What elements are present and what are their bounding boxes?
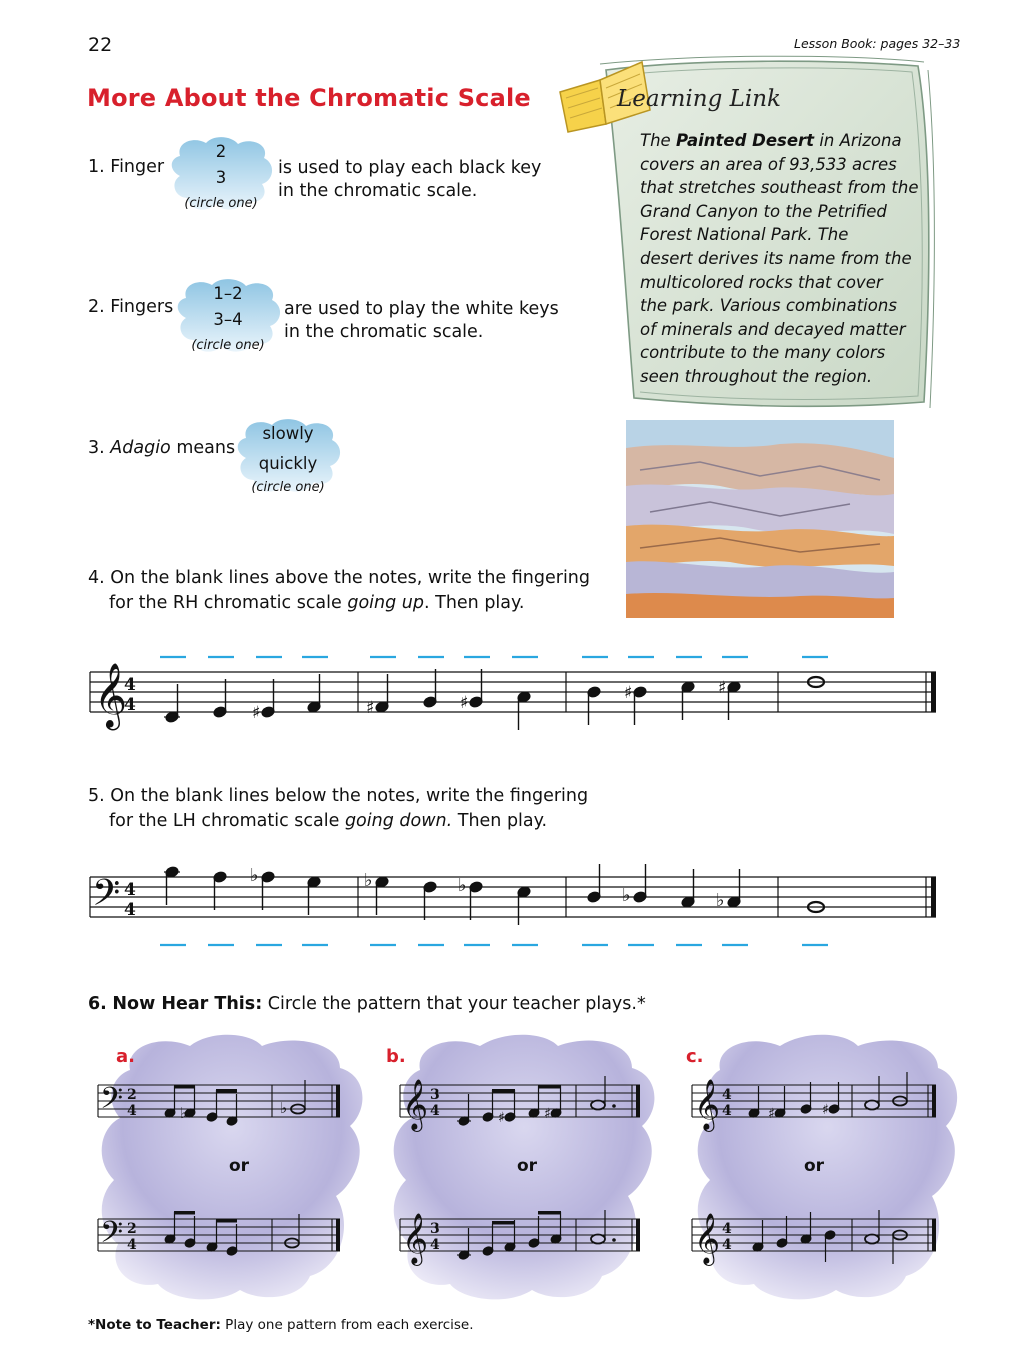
exercise-number: 6.: [88, 994, 107, 1014]
exercise-4-emphasis: going up: [347, 593, 424, 613]
svg-text:♭: ♭: [364, 870, 373, 891]
learning-link-line: covers an area of 93,533 acres: [640, 154, 897, 174]
exercise-number: 5.: [88, 786, 105, 806]
option-1-2[interactable]: 1–2: [213, 284, 243, 303]
svg-text:4: 4: [124, 695, 136, 715]
svg-text:4: 4: [722, 1087, 732, 1103]
learning-link-body: [640, 129, 920, 389]
svg-text:4: 4: [722, 1103, 732, 1119]
svg-text:♭: ♭: [622, 885, 631, 906]
learning-link-line: multicolored rocks that cover: [640, 272, 883, 292]
svg-text:4: 4: [124, 880, 136, 900]
teacher-footnote: [88, 1317, 474, 1333]
pattern-label-b: b.: [386, 1046, 406, 1067]
svg-text:♯: ♯: [498, 1110, 505, 1126]
question-number: 3.: [88, 438, 105, 458]
learning-link-line: that stretches southeast from the: [640, 178, 919, 198]
pattern-label-a: a.: [116, 1046, 135, 1067]
circle-one-hint: (circle one): [184, 196, 258, 211]
question-2-prefix-text: Fingers: [110, 297, 174, 317]
painted-desert-illustration: [626, 420, 894, 618]
option-3[interactable]: 3: [215, 168, 227, 187]
svg-text:4: 4: [124, 900, 136, 920]
footnote-label: *Note to Teacher:: [88, 1317, 221, 1333]
svg-text:4: 4: [124, 675, 136, 695]
question-1-suffix-line2: in the chromatic scale.: [278, 181, 478, 201]
option-quickly[interactable]: quickly: [258, 454, 318, 473]
svg-text:2: 2: [127, 1087, 137, 1103]
or-label-b: or: [517, 1156, 538, 1176]
treble-clef-icon: 𝄞: [402, 1213, 429, 1264]
svg-text:♭: ♭: [250, 865, 259, 886]
svg-text:2: 2: [127, 1221, 137, 1237]
svg-text:4: 4: [430, 1237, 440, 1253]
svg-text:♯: ♯: [366, 698, 375, 718]
pattern-label-c: c.: [686, 1046, 704, 1067]
question-1-prefix-text: Finger: [110, 157, 165, 177]
page-number: 22: [88, 34, 113, 56]
svg-text:4: 4: [127, 1103, 137, 1119]
svg-text:♭: ♭: [716, 890, 725, 911]
svg-text:4: 4: [722, 1237, 732, 1253]
learning-link-line: desert derives its name from the: [640, 248, 912, 268]
page-title: More About the Chromatic Scale: [87, 84, 531, 112]
svg-text:♯: ♯: [768, 1106, 775, 1122]
question-number: 2.: [88, 297, 105, 317]
learning-link-line: of minerals and decayed matter: [640, 319, 906, 339]
exercise-5-line2: for the LH chromatic scale: [109, 811, 345, 831]
svg-text:♯: ♯: [718, 678, 727, 698]
svg-text:3: 3: [430, 1087, 440, 1103]
svg-text:♯: ♯: [544, 1106, 551, 1122]
question-1-suffix-line1: is used to play each black key: [278, 158, 542, 178]
svg-text:♯: ♯: [624, 683, 633, 703]
learning-link-line: seen throughout the region.: [640, 366, 873, 386]
treble-clef-icon: 𝄞: [694, 1079, 721, 1130]
svg-text:♭: ♭: [180, 1104, 188, 1122]
exercise-6-heading: Now Hear This:: [112, 994, 263, 1014]
option-2[interactable]: 2: [215, 142, 227, 161]
text-part: in Arizona: [814, 131, 902, 150]
question-3-term: Adagio: [110, 438, 171, 458]
svg-text:4: 4: [127, 1237, 137, 1253]
svg-text:♯: ♯: [822, 1102, 829, 1118]
svg-text:3: 3: [430, 1221, 440, 1237]
text-part: The: [640, 131, 676, 150]
or-label-a: or: [229, 1156, 250, 1176]
treble-clef-icon: 𝄞: [402, 1079, 429, 1130]
svg-text:♯: ♯: [252, 703, 261, 723]
svg-text:4: 4: [722, 1221, 732, 1237]
circle-one-hint: (circle one): [251, 480, 325, 495]
treble-clef-icon: 𝄞: [94, 663, 128, 728]
question-3-prefix-text: means: [170, 438, 236, 458]
bass-clef-icon: 𝄢: [100, 1082, 124, 1123]
svg-text:4: 4: [430, 1103, 440, 1119]
exercise-4-line1: On the blank lines above the notes, write the fingering: [110, 568, 591, 588]
exercise-6-text: Circle the pattern that your teacher plays.*: [262, 994, 646, 1014]
exercise-5-emphasis: going down.: [344, 811, 453, 831]
learning-link-line: [640, 129, 920, 153]
circle-one-hint: (circle one): [191, 338, 265, 353]
question-number: 1.: [88, 157, 105, 177]
exercise-number: 4.: [88, 568, 105, 588]
footnote-text: Play one pattern from each exercise.: [220, 1317, 474, 1333]
svg-text:♭: ♭: [280, 1099, 288, 1117]
treble-clef-icon: 𝄞: [694, 1213, 721, 1264]
or-label-c: or: [804, 1156, 825, 1176]
svg-text:♭: ♭: [458, 875, 467, 896]
learning-link-line: the park. Various combinations: [640, 296, 897, 316]
svg-text:♯: ♯: [460, 693, 469, 713]
bass-clef-icon: 𝄢: [92, 872, 121, 923]
exercise-5-line1: On the blank lines below the notes, write the fingering: [110, 786, 589, 806]
learning-link-title: Learning Link: [617, 86, 781, 112]
learning-link-line: contribute to the many colors: [640, 343, 886, 363]
lesson-reference: Lesson Book: pages 32–33: [794, 36, 961, 51]
exercise-4-line2-end: . Then play.: [424, 593, 525, 613]
exercise-4-line2: for the RH chromatic scale: [109, 593, 348, 613]
learning-link-line: Grand Canyon to the Petrified: [640, 201, 887, 221]
question-2-suffix-line2: in the chromatic scale.: [284, 322, 484, 342]
bass-clef-icon: 𝄢: [100, 1216, 124, 1257]
option-slowly[interactable]: slowly: [262, 424, 314, 443]
painted-desert-term: Painted Desert: [675, 131, 815, 150]
question-2-suffix-line1: are used to play the white keys: [284, 299, 559, 319]
option-3-4[interactable]: 3–4: [213, 310, 243, 329]
learning-link-line: Forest National Park. The: [640, 225, 849, 245]
exercise-5-line2-end: Then play.: [452, 811, 548, 831]
